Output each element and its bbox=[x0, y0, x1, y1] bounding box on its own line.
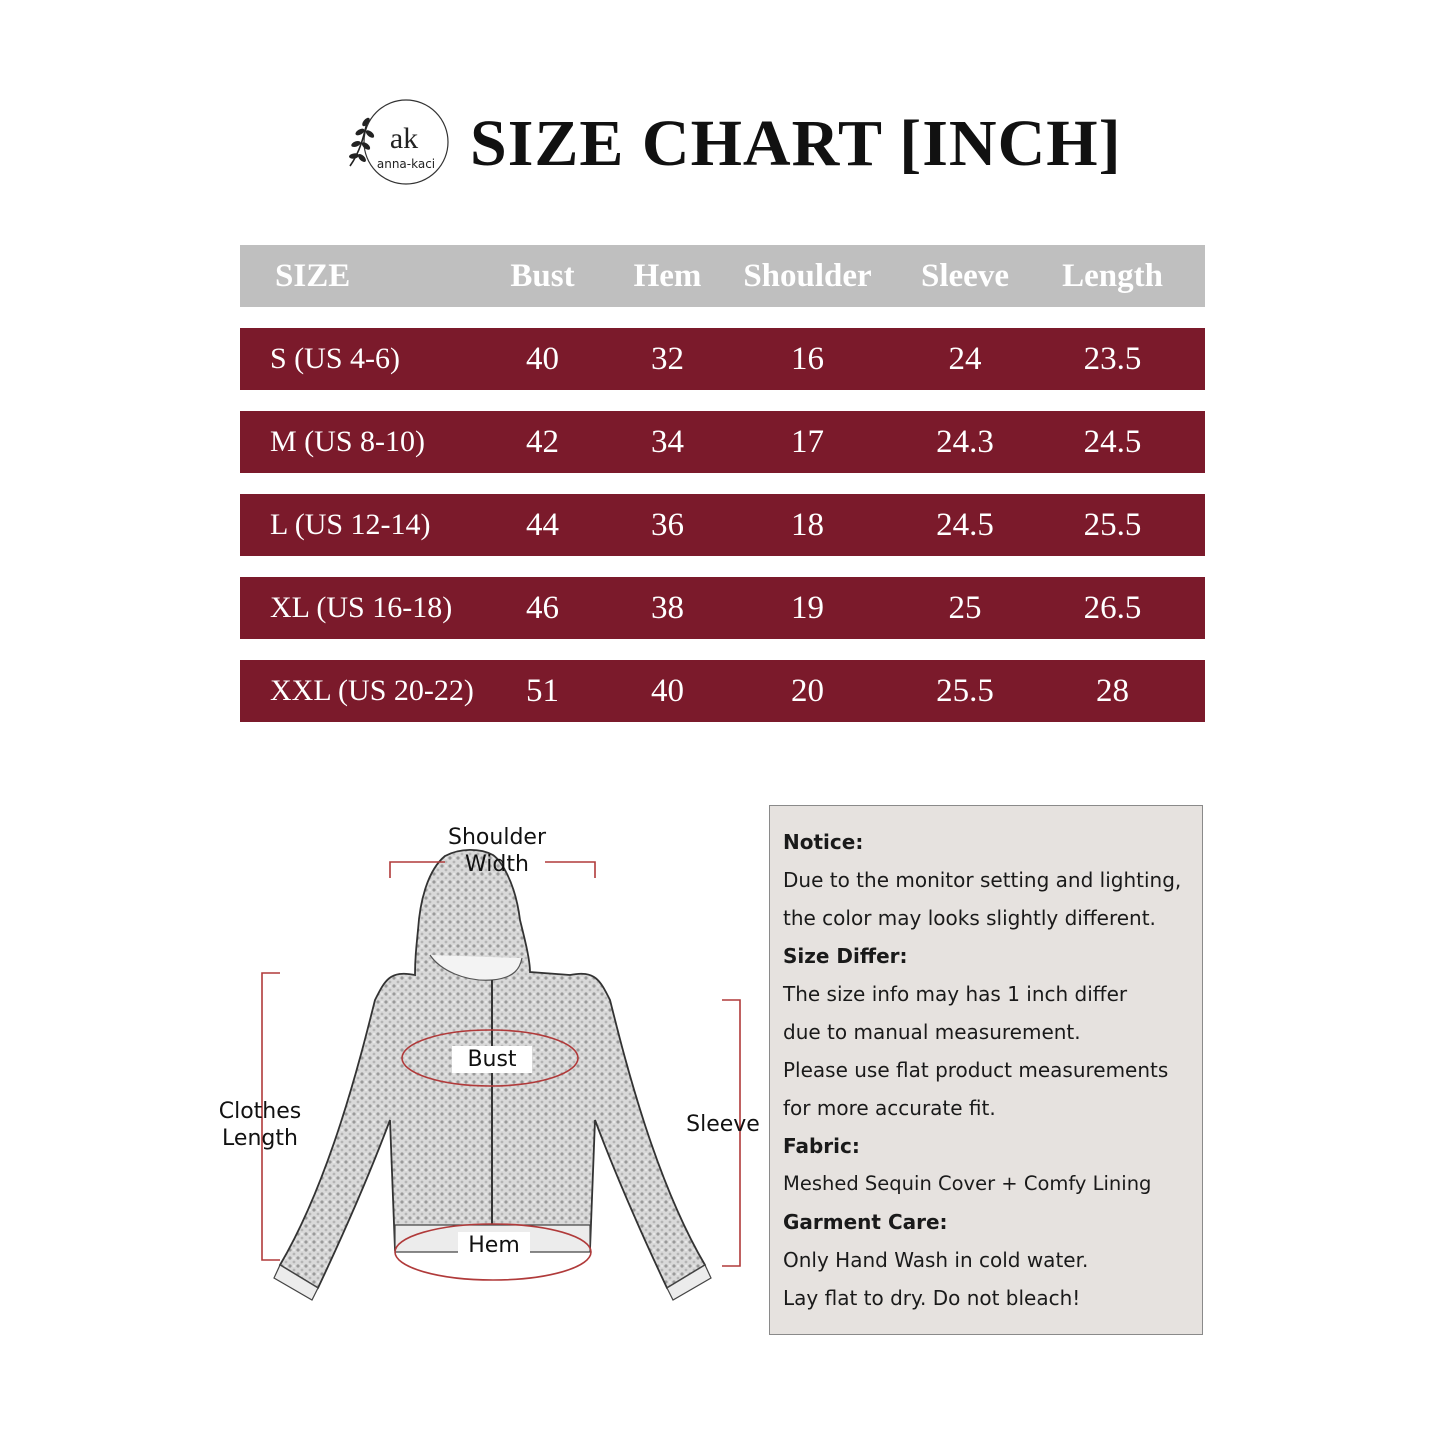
bust-cell: 42 bbox=[526, 423, 559, 460]
shoulder-cell: 19 bbox=[791, 589, 824, 626]
length-cell: 23.5 bbox=[1083, 340, 1142, 377]
page-title: SIZE CHART [INCH] bbox=[470, 107, 1122, 180]
length-cell: 24.5 bbox=[1083, 423, 1142, 460]
sleeve-label: Sleeve bbox=[686, 1112, 760, 1137]
notice-text: Due to the monitor setting and lighting, bbox=[783, 868, 1182, 892]
size-cell: M (US 8-10) bbox=[270, 425, 425, 458]
shoulder-width-label: Shoulder Width bbox=[448, 825, 546, 877]
measurement-diagram bbox=[200, 800, 770, 1320]
garment-care-text: Lay flat to dry. Do not bleach! bbox=[783, 1286, 1081, 1310]
table-row bbox=[240, 411, 1205, 473]
bust-cell: 40 bbox=[526, 340, 559, 377]
hem-cell: 38 bbox=[651, 589, 684, 626]
size-cell: S (US 4-6) bbox=[270, 342, 401, 375]
table-row bbox=[240, 494, 1205, 556]
notice-heading: Notice: bbox=[783, 830, 864, 854]
hem-cell: 40 bbox=[651, 672, 684, 709]
sleeve-cell: 24.5 bbox=[936, 506, 994, 543]
bust-cell: 44 bbox=[526, 506, 559, 543]
size-differ-text: The size info may has 1 inch differ bbox=[783, 982, 1128, 1006]
hem-cell: 32 bbox=[651, 340, 684, 377]
shoulder-cell: 18 bbox=[791, 506, 824, 543]
size-differ-text: Please use flat product measurements bbox=[783, 1058, 1169, 1082]
brand-logo bbox=[346, 96, 450, 192]
size-differ-text: due to manual measurement. bbox=[783, 1020, 1081, 1044]
garment-care-text: Only Hand Wash in cold water. bbox=[783, 1248, 1089, 1272]
hem-cell: 34 bbox=[651, 423, 684, 460]
header-size: SIZE bbox=[275, 257, 351, 294]
table-row bbox=[240, 577, 1205, 639]
hem-cell: 36 bbox=[651, 506, 684, 543]
header-hem: Hem bbox=[633, 257, 702, 294]
sleeve-cell: 24.3 bbox=[936, 423, 994, 460]
shoulder-cell: 16 bbox=[791, 340, 824, 377]
bust-label: Bust bbox=[452, 1046, 532, 1073]
sleeve-cell: 25 bbox=[948, 589, 982, 626]
fabric-heading: Fabric: bbox=[783, 1134, 860, 1158]
size-cell: XL (US 16-18) bbox=[270, 591, 453, 624]
notice-box bbox=[769, 805, 1203, 1335]
notice-text: the color may looks slightly different. bbox=[783, 906, 1156, 930]
svg-text:ak: ak bbox=[389, 122, 419, 155]
shoulder-cell: 17 bbox=[791, 423, 824, 460]
leaf-branch-icon bbox=[346, 96, 450, 192]
length-cell: 26.5 bbox=[1083, 589, 1142, 626]
size-cell: XXL (US 20-22) bbox=[270, 674, 474, 707]
table-row bbox=[240, 328, 1205, 390]
length-cell: 28 bbox=[1096, 672, 1129, 709]
sleeve-cell: 24 bbox=[948, 340, 982, 377]
length-cell: 25.5 bbox=[1083, 506, 1142, 543]
size-cell: L (US 12-14) bbox=[270, 508, 431, 541]
svg-text:anna-kaci: anna-kaci bbox=[376, 157, 436, 171]
header-bust: Bust bbox=[510, 257, 575, 294]
shoulder-cell: 20 bbox=[791, 672, 824, 709]
size-differ-text: for more accurate fit. bbox=[783, 1096, 996, 1120]
fabric-text: Meshed Sequin Cover + Comfy Lining bbox=[783, 1172, 1152, 1195]
header-length: Length bbox=[1062, 257, 1163, 294]
table-header bbox=[240, 245, 1205, 307]
size-differ-heading: Size Differ: bbox=[783, 944, 908, 968]
header-sleeve: Sleeve bbox=[921, 257, 1009, 294]
clothes-length-label: Clothes Length bbox=[218, 1099, 302, 1151]
sleeve-cell: 25.5 bbox=[936, 672, 994, 709]
table-row bbox=[240, 660, 1205, 722]
header-shoulder: Shoulder bbox=[743, 257, 872, 294]
hem-label: Hem bbox=[458, 1232, 530, 1259]
bust-cell: 46 bbox=[526, 589, 559, 626]
bust-cell: 51 bbox=[526, 672, 559, 709]
garment-care-heading: Garment Care: bbox=[783, 1210, 948, 1234]
